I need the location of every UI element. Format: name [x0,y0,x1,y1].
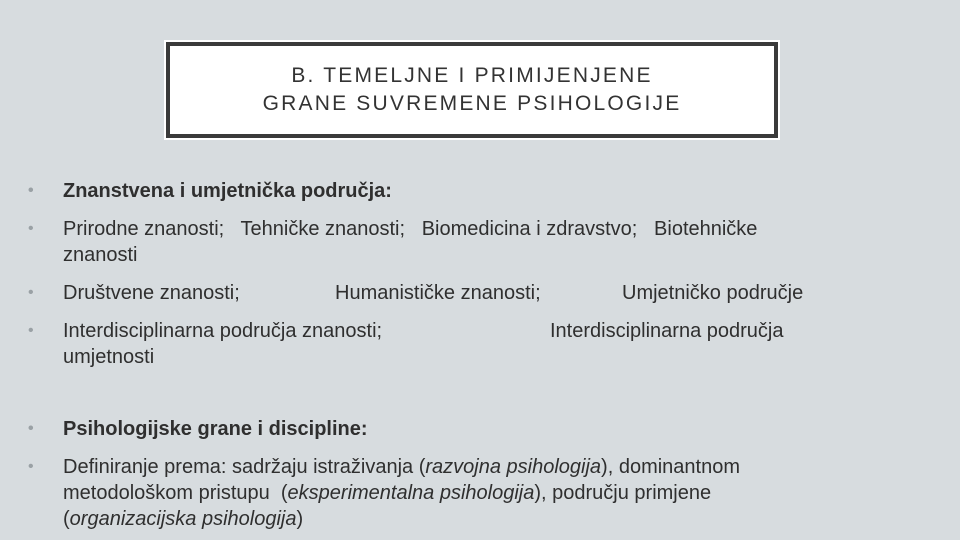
bullet-text-continuation: umjetnosti [63,346,155,368]
bullet-text: Prirodne znanosti; Tehničke znanosti; Biomedicina i zdravstvo; Biotehničke [63,218,758,240]
title-line-2: GRANE SUVREMENE PSIHOLOGIJE [262,92,682,115]
bullet-item-4 [28,318,908,370]
bullet-item-5 [28,416,908,442]
bullet-dot: • [28,182,34,199]
bullet-col-3: Umjetničko područje [622,282,804,304]
bullet-item-2 [28,216,908,268]
bullet-text: metodološkom pristupu ( [63,482,288,504]
bullet-col-1: Društvene znanosti; [63,282,240,304]
bullet-dot: • [28,420,34,437]
bullet-col-2: Humanističke znanosti; [335,282,541,304]
example-discipline: eksperimentalna psihologija [287,482,535,504]
bullet-item-3 [28,280,908,306]
bullet-text: ), dominantnom [601,456,741,478]
bullet-dot: • [28,322,34,339]
bullet-col-2: Interdisciplinarna područja [550,320,784,342]
title-line-1: B. TEMELJNE I PRIMIJENJENE [291,64,653,87]
bullet-text: ( [63,508,70,530]
bullet-text: Psihologijske grane i discipline: [63,418,368,440]
bullet-text-continuation: znanosti [63,244,138,266]
bullet-col-1: Interdisciplinarna područja znanosti; [63,320,383,342]
bullet-dot: • [28,284,34,301]
bullet-list [28,178,908,540]
example-discipline: organizacijska psihologija [69,508,297,530]
bullet-text: ), području primjene [534,482,712,504]
example-discipline: razvojna psihologija [425,456,602,478]
bullet-dot: • [28,220,34,237]
bullet-dot: • [28,458,34,475]
bullet-item-6 [28,454,908,532]
title-box [166,42,778,138]
bullet-text: Znanstvena i umjetnička područja: [63,180,392,202]
bullet-item-1 [28,178,908,204]
bullet-text: ) [296,508,304,530]
spacer [28,382,908,416]
bullet-text: Definiranje prema: sadržaju istraživanja ( [63,456,426,478]
